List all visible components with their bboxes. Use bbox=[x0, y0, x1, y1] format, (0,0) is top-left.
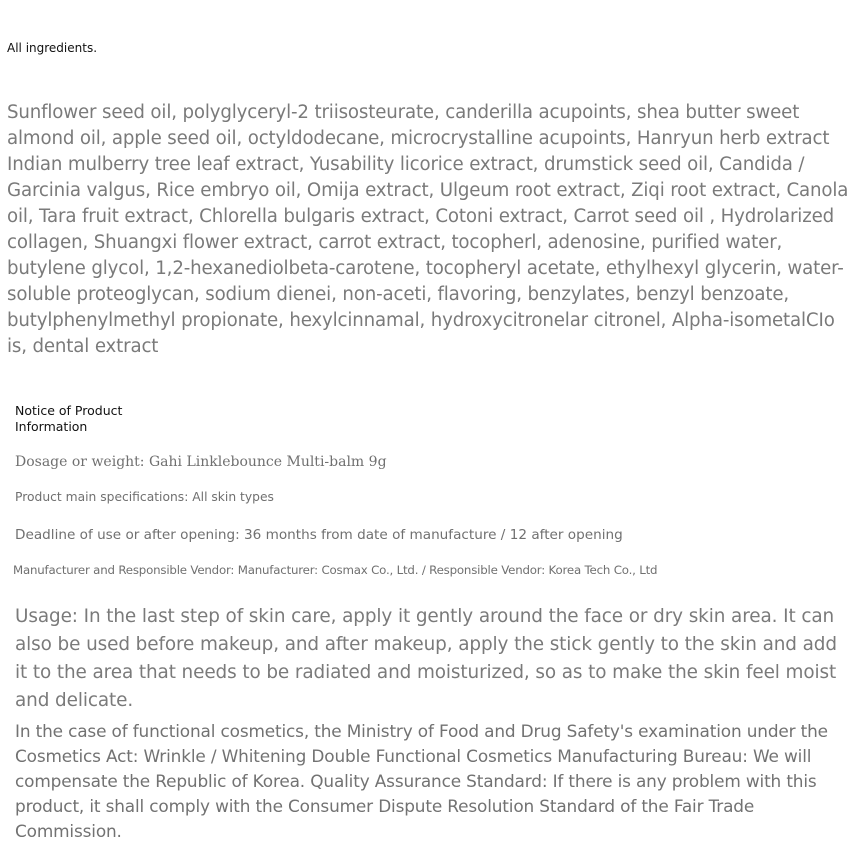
specifications-row: Product main specifications: All skin types bbox=[15, 490, 274, 504]
manufacturer-row: Manufacturer and Responsible Vendor: Manufacturer: Cosmax Co., Ltd. / Responsible Vendor: Korea Tech Co., Ltd bbox=[13, 563, 658, 577]
functional-cosmetics-paragraph: In the case of functional cosmetics, the Ministry of Food and Drug Safety's examination under the Cosmetics Act: Wrinkle / Whitening Double Functional Cosmetics Manufacturing Bureau: We will compensate the Republic of Korea. Quality Assurance Standard: If there is any problem with this product, it shall comply with the Consumer Dispute Resolution Standard of the Fair Trade Commission. bbox=[15, 721, 828, 841]
ingredients-list: Sunflower seed oil, polyglyceryl-2 triisosteurate, canderilla acupoints, shea butter sweet almond oil, apple seed oil, octyldodecane, microcrystalline acupoints, Hanryun herb extract Indian mulberry tree leaf extract, Yusability licorice extract, drumstick seed oil, Candida / Garcinia valgus, Rice embryo oil, Omija extract, Ulgeum root extract, Ziqi root extract, Canola oil, Tara fruit extract, Chlorella bulgaris extract, Cotoni extract, Carrot seed oil , Hydrolarized collagen, Shuangxi flower extract, carrot extract, tocopherl, adenosine, purified water, butylene glycol, 1,2-hexanediolbeta-carotene, tocopheryl acetate, ethylhexyl glycerin, water-soluble proteoglycan, sodium dienei, non-aceti, flavoring, benzylates, benzyl benzoate, butylphenylmethyl propionate, hexylcinnamal, hydroxycitronelar citronel, Alpha-isometalCIo is, dental extract bbox=[7, 102, 849, 357]
deadline-row: Deadline of use or after opening: 36 months from date of manufacture / 12 after opening bbox=[15, 527, 623, 543]
usage-paragraph: Usage: In the last step of skin care, apply it gently around the face or dry skin area. It can also be used before makeup, and after makeup, apply the stick gently to the skin and add it to the area that needs to be radiated and moisturized, so as to make the skin feel moist and delicate. bbox=[15, 606, 837, 711]
dosage-row: Dosage or weight: Gahi Linklebounce Multi-balm 9g bbox=[15, 454, 387, 470]
ingredients-heading: All ingredients. bbox=[7, 41, 98, 55]
notice-title: Notice of Product Information bbox=[15, 403, 123, 434]
